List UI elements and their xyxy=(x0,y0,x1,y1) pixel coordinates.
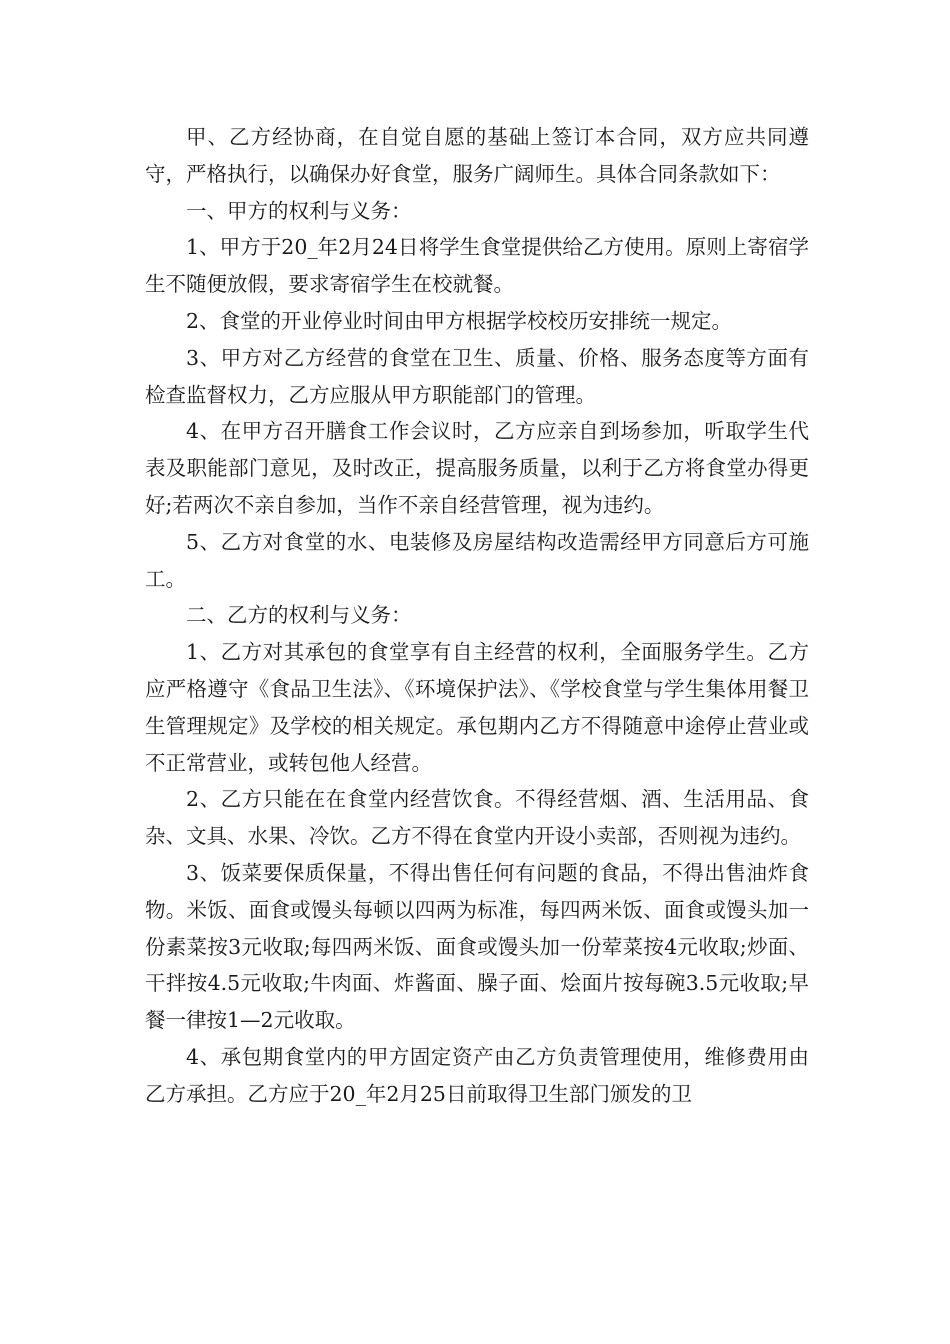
section-2-item-1: 1、乙方对其承包的食堂享有自主经营的权利，全面服务学生。乙方应严格遵守《食品卫生法》、《环境保护法》、《学校食堂与学生集体用餐卫生管理规定》及学校的相关规定。承包期内乙方不得随意中途停止营业或不正常营业，或转包他人经营。 xyxy=(145,640,809,775)
section-1-item-4: 4、在甲方召开膳食工作会议时，乙方应亲自到场参加，听取学生代表及职能部门意见，及时改正，提高服务质量，以利于乙方将食堂办得更好;若两次不亲自参加，当作不亲自经营管理，视为违约。 xyxy=(145,419,809,517)
section-2-heading: 二、乙方的权利与义务： xyxy=(186,603,412,628)
section-1-heading: 一、甲方的权利与义务： xyxy=(186,198,412,223)
section-1-item-3: 3、甲方对乙方经营的食堂在卫生、质量、价格、服务态度等方面有检查监督权力，乙方应服从甲方职能部门的管理。 xyxy=(145,345,809,407)
section-2-item-2: 2、乙方只能在在食堂内经营饮食。不得经营烟、酒、生活用品、食杂、文具、水果、冷饮。乙方不得在食堂内开设小卖部，否则视为违约。 xyxy=(145,787,809,849)
section-2-item-4: 4、承包期食堂内的甲方固定资产由乙方负责管理使用，维修费用由乙方承担。乙方应于20_年2月25日前取得卫生部门颁发的卫 xyxy=(145,1044,809,1106)
section-2-item-3: 3、饭菜要保质保量，不得出售任何有问题的食品，不得出售油炸食物。米饭、面食或馒头每顿以四两为标准，每四两米饭、面食或馒头加一份素菜按3元收取;每四两米饭、面食或馒头加一份荤菜按4元收取;炒面、干拌按4.5元收取;牛肉面、炸酱面、臊子面、烩面片按每碗3.5元收取;早餐一律按1—2元收取。 xyxy=(145,860,809,1033)
section-1-item-5: 5、乙方对食堂的水、电装修及房屋结构改造需经甲方同意后方可施工。 xyxy=(145,529,809,591)
document-body xyxy=(145,119,809,1113)
section-1-item-1: 1、甲方于20_年2月24日将学生食堂提供给乙方使用。原则上寄宿学生不随便放假，要求寄宿学生在校就餐。 xyxy=(145,235,809,297)
section-1-item-2: 2、食堂的开业停业时间由甲方根据学校校历安排统一规定。 xyxy=(186,308,733,333)
intro-paragraph: 甲、乙方经协商，在自觉自愿的基础上签订本合同，双方应共同遵守，严格执行，以确保办好食堂，服务广阔师生。具体合同条款如下： xyxy=(145,125,809,186)
